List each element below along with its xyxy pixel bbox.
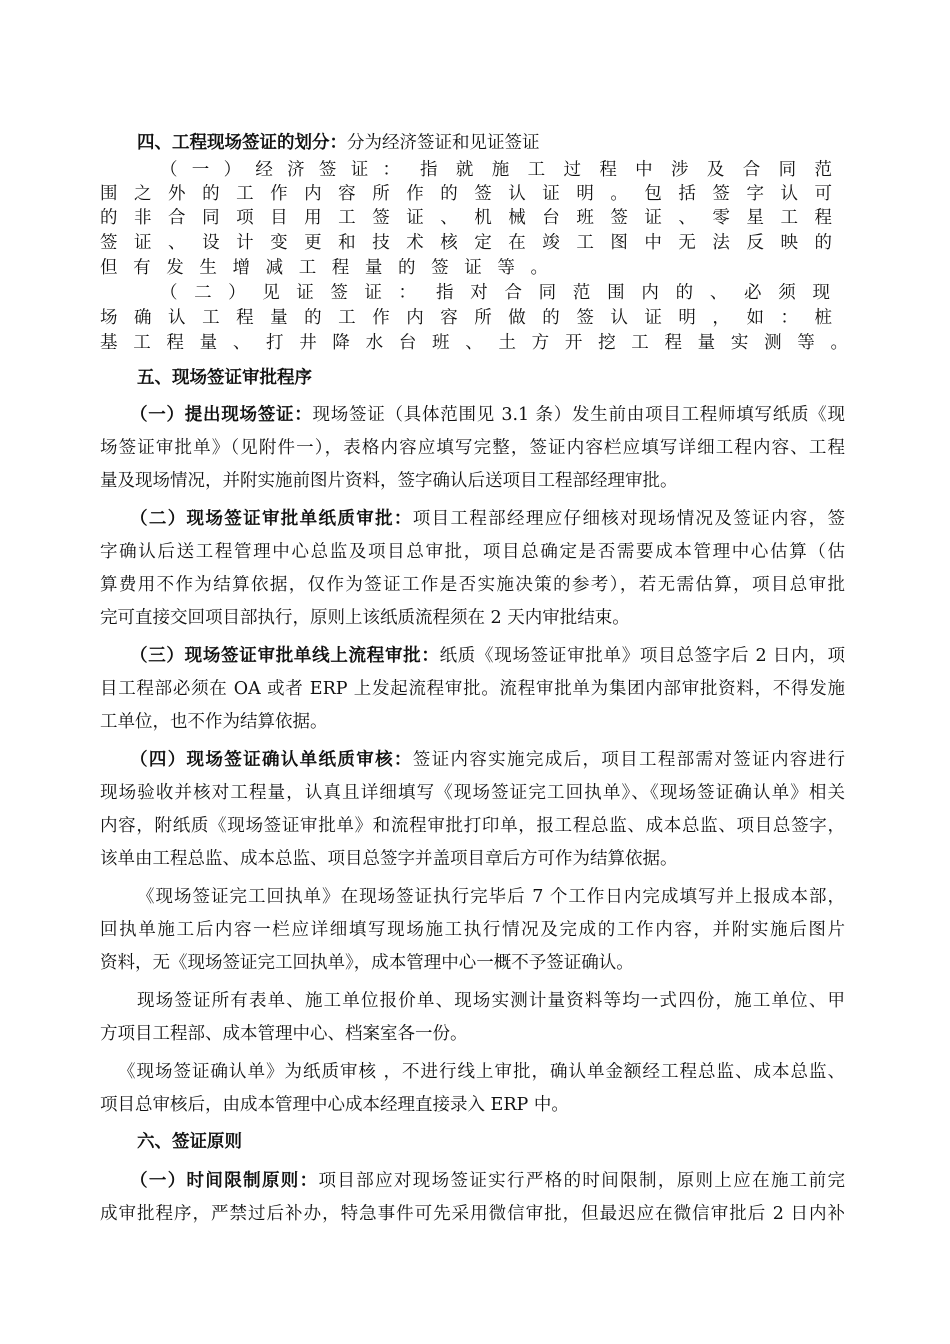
witness-visa-line: 基工程量、打井降水台班、土方开挖工程量实测等。 [100,333,848,353]
witness-visa-label: （二）见证签证： [160,283,416,303]
econ-visa-line: 指就施工过程中涉及合同范 [420,160,832,180]
paragraph-line: 《现场签证完工回执单》在现场签证执行完毕后 7 个工作日内完成填写并上报成本部， [137,887,845,907]
p3-label: （三）现场签证审批单线上流程审批： [130,646,440,666]
paragraph-line: 现场签证所有表单、施工单位报价单、现场实测计量资料等均一式四份，施工单位、甲 [137,991,845,1011]
paragraph-line: （四）现场签证确认单纸质审核：签证内容实施完成后，项目工程部需对签证内容进行 [130,750,845,770]
section-4-intro: 分为经济签证和见证签证 [347,133,540,153]
paragraph-line: （一）提出现场签证：现场签证（具体范围见 3.1 条）发生前由项目工程师填写纸质《现 [130,405,845,425]
paragraph-line: 现场验收并核对工程量，认真且详细填写《现场签证完工回执单》、《现场签证确认单》相关 [100,783,845,803]
paragraph-line: 方项目工程部、成本管理中心、档案室各一份。 [100,1024,468,1044]
paragraph-line: （一）时间限制原则：项目部应对现场签证实行严格的时间限制，原则上应在施工前完 [130,1171,845,1191]
section-5-title: 五、现场签证审批程序 [137,368,312,388]
paragraph-line: 目工程部必须在 OA 或者 ERP 上发起流程审批。流程审批单为集团内部审批资料，不得发施 [100,679,845,699]
section-4-title: 四、工程现场签证的划分： [137,133,347,153]
paragraph-line: 内容，附纸质《现场签证审批单》和流程审批打印单，报工程总监、成本总监、项目总签字， [100,816,845,836]
paragraph-line: 完可直接交回项目部执行，原则上该纸质流程须在 2 天内审批结束。 [100,608,630,628]
paragraph-line: 成审批程序，严禁过后补办，特急事件可先采用微信审批，但最迟应在微信审批后 2 日内补 [100,1204,845,1224]
paragraph-line: 该单由工程总监、成本总监、项目总签字并盖项目章后方可作为结算依据。 [100,849,678,869]
paragraph-line: 字确认后送工程管理中心总监及项目总审批，项目总确定是否需要成本管理中心估算（估 [100,542,845,562]
witness-visa-line: 场确认工程量的工作内容所做的签认证明，如：桩 [100,308,832,328]
econ-visa-line: 的非合同项目用工签证、机械台班签证、零星工程 [100,208,832,228]
paragraph-line: 回执单施工后内容一栏应详细填写现场施工执行情况及完成的工作内容，并附实施后图片 [100,920,845,940]
paragraph-line: 资料，无《现场签证完工回执单》，成本管理中心一概不予签证确认。 [100,953,634,973]
paragraph-line: （三）现场签证审批单线上流程审批：纸质《现场签证审批单》项目总签字后 2 日内，项 [130,646,845,666]
econ-visa-label: （一）经济签证： [160,160,400,180]
econ-visa-line: 但有发生增减工程量的签证等。 [100,258,548,278]
econ-visa-line: 围之外的工作内容所作的签认证明。包括签字认可 [100,184,832,204]
paragraph-line: 量及现场情况，并附实施前图片资料，签字确认后送项目工程部经理审批。 [100,471,678,491]
paragraph-line: 场签证审批单》（见附件一），表格内容应填写完整，签证内容栏应填写详细工程内容、工程 [100,438,845,458]
econ-visa-line: 签证、设计变更和技术核定在竣工图中无法反映的 [100,233,832,253]
paragraph-line: 工单位，也不作为结算依据。 [100,712,328,732]
p2-label: （二）现场签证审批单纸质审批： [130,509,413,529]
paragraph-line: 算费用不作为结算依据，仅作为签证工作是否实施决策的参考），若无需估算，项目总审批 [100,575,845,595]
paragraph-line: （二）现场签证审批单纸质审批：项目工程部经理应仔细核对现场情况及签证内容，签 [130,509,845,529]
section-6-title: 六、签证原则 [137,1132,242,1152]
s6-p1-label: （一）时间限制原则： [130,1171,319,1191]
paragraph-line: 《现场签证确认单》为纸质审核 ，不进行线上审批，确认单金额经工程总监、成本总监、 [118,1062,845,1082]
p1-label: （一）提出现场签证： [130,405,313,425]
paragraph-line: 项目总审核后，由成本管理中心成本经理直接录入 ERP 中。 [100,1095,569,1115]
witness-visa-line: 指对合同范围内的、必须现 [436,283,830,303]
section-4-heading [137,132,837,154]
p4-label: （四）现场签证确认单纸质审核： [130,750,413,770]
